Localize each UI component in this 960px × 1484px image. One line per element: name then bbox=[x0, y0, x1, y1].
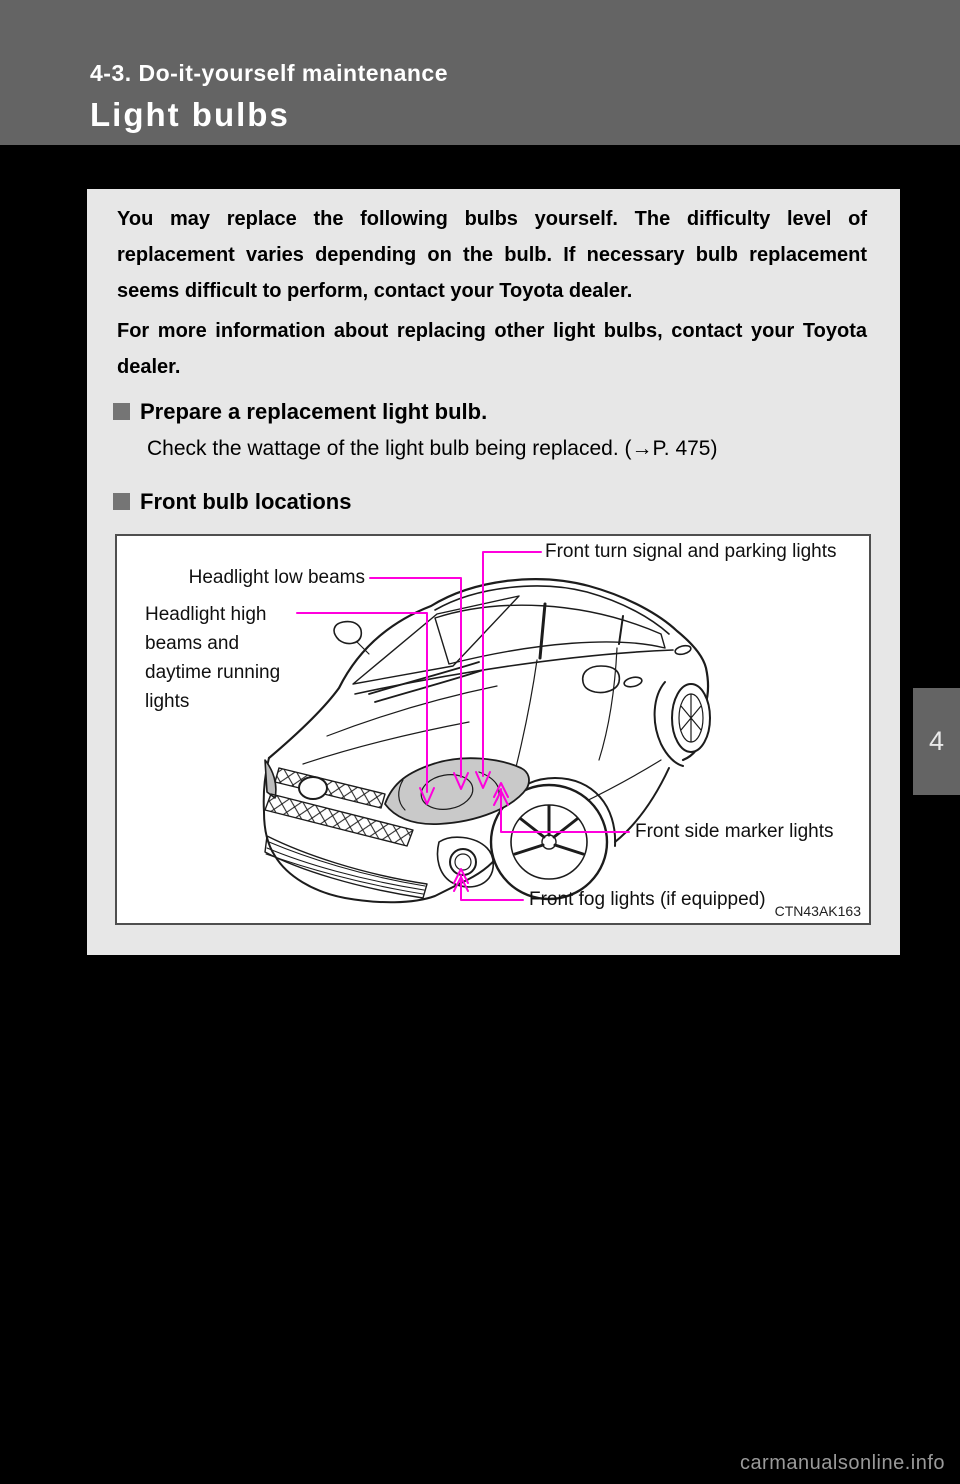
bullet-prepare bbox=[113, 399, 867, 425]
car-line-art bbox=[117, 536, 869, 923]
chapter-number: 4 bbox=[928, 726, 945, 756]
leader-low-beams bbox=[370, 578, 461, 777]
section-breadcrumb: 4-3. Do-it-yourself maintenance bbox=[90, 60, 449, 86]
bullet-prepare-heading: Prepare a replacement light bulb. bbox=[140, 399, 488, 424]
intro-paragraph-2: For more information about replacing other light bulbs, contact your Toyota dealer. bbox=[117, 320, 867, 378]
intro-paragraph-1: You may replace the following bulbs yourself. The difficulty level of replacement varies depending on the bulb. If necessary bulb replacement seems difficult to perform, contact your Toyota dealer. bbox=[117, 208, 867, 302]
bullet-front-locations bbox=[113, 489, 867, 515]
watermark-text: carmanualsonline.info bbox=[739, 1452, 945, 1474]
label-fog-lights: Front fog lights (if equipped) bbox=[529, 889, 766, 910]
square-bullet-icon bbox=[113, 493, 130, 510]
square-bullet-icon bbox=[113, 403, 130, 420]
bullet-prepare-body: Check the wattage of the light bulb being replaced. (→P. 475) bbox=[147, 437, 718, 460]
figure-code: CTN43AK163 bbox=[774, 903, 861, 919]
front-bulb-diagram bbox=[115, 534, 871, 925]
page-title: Light bulbs bbox=[90, 96, 290, 133]
bullet-front-locations-heading: Front bulb locations bbox=[140, 489, 352, 514]
chapter-tab bbox=[913, 688, 960, 795]
label-low-beams: Headlight low beams bbox=[188, 567, 365, 588]
label-high-beams: Headlight high beams and daytime running lights bbox=[145, 604, 281, 712]
label-side-marker: Front side marker lights bbox=[635, 821, 834, 842]
content-panel bbox=[87, 189, 900, 955]
leader-high-beams bbox=[297, 613, 427, 792]
page-header bbox=[0, 0, 960, 145]
label-turn-signal: Front turn signal and parking lights bbox=[545, 541, 837, 562]
